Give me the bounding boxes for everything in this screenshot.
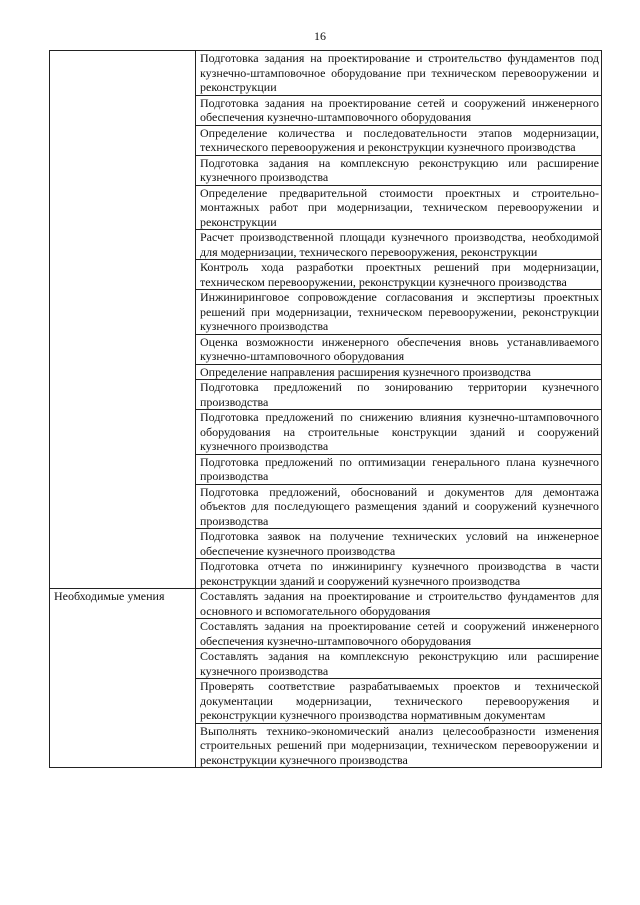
item-cell (196, 380, 602, 410)
page-number: 16 (314, 29, 326, 43)
item-text: Подготовка заявок на получение технических условий на инженерное обеспечение кузнечного производства (200, 529, 599, 558)
item-cell (196, 51, 602, 96)
item-text: Расчет производственной площади кузнечного производства, необходимой для модернизации, технического перевооружения, реконструкции (200, 230, 599, 259)
item-text: Подготовка задания на комплексную реконструкцию или расширение кузнечного производства (200, 155, 599, 184)
section-label-cell (50, 51, 196, 589)
qualification-table-body (50, 51, 602, 768)
item-text: Инжиниринговое сопровождение согласования и экспертизы проектных решений при модернизации, техническом перевооружении, реконструкции кузнечного производства (200, 290, 599, 333)
item-cell (196, 454, 602, 484)
item-text: Подготовка отчета по инжинирингу кузнечного производства в части реконструкции зданий и сооружений кузнечного производства (200, 559, 599, 588)
item-cell (196, 723, 602, 768)
item-text: Подготовка предложений по оптимизации генерального плана кузнечного производства (200, 454, 599, 483)
item-cell (196, 260, 602, 290)
item-text: Определение предварительной стоимости проектных и строительно-монтажных работ при модернизации, техническом перевооружении и реконструкции (200, 185, 599, 229)
item-text: Составлять задания на комплексную реконструкцию или расширение кузнечного производства (200, 649, 599, 678)
item-cell (196, 649, 602, 679)
item-cell (196, 410, 602, 455)
item-cell (196, 125, 602, 155)
table-row (50, 589, 602, 619)
item-cell (196, 589, 602, 619)
item-text: Подготовка предложений, обоснований и документов для демонтажа объектов для последующего размещения зданий и сооружений кузнечного производства (200, 484, 599, 528)
item-text: Составлять задания на проектирование и строительство фундаментов для основного и вспомогательного оборудования (200, 589, 599, 618)
item-text: Составлять задания на проектирование сетей и сооружений инженерного обеспечения кузнечно-штамповочного оборудования (200, 619, 599, 648)
section-label: Необходимые умения (54, 589, 165, 603)
item-cell (196, 364, 602, 380)
item-cell (196, 230, 602, 260)
item-text: Подготовка предложений по снижению влияния кузнечно-штамповочного оборудования на строительные конструкции зданий и сооружений кузнечного производства (200, 410, 599, 453)
item-text: Подготовка задания на проектирование сетей и сооружений инженерного обеспечения кузнечно-штамповочного оборудования (200, 95, 599, 124)
section-label-cell (50, 589, 196, 768)
item-cell (196, 679, 602, 724)
qualification-table (49, 50, 602, 768)
item-text: Оценка возможности инженерного обеспечения вновь устанавливаемого кузнечно-штамповочного оборудования (200, 334, 599, 363)
item-text: Выполнять технико-экономический анализ целесообразности изменения строительных решений при модернизации, техническом перевооружении и реконструкции кузнечного производства (200, 723, 599, 767)
item-cell (196, 290, 602, 335)
item-cell (196, 619, 602, 649)
item-cell (196, 185, 602, 230)
item-text: Контроль хода разработки проектных решений при модернизации, техническом перевооружении, реконструкции кузнечного производства (200, 260, 599, 289)
item-text: Определение количества и последовательности этапов модернизации, технического перевооружения и реконструкции кузнечного производства (200, 125, 599, 154)
table-row (50, 51, 602, 96)
item-cell (196, 559, 602, 589)
item-text: Определение направления расширения кузнечного производства (200, 364, 531, 379)
item-cell (196, 95, 602, 125)
item-text: Проверять соответствие разрабатываемых проектов и технической документации модернизации, технического перевооружения и реконструкции кузнечного производства нормативным документам (200, 679, 599, 722)
item-cell (196, 334, 602, 364)
item-cell (196, 155, 602, 185)
item-cell (196, 529, 602, 559)
item-text: Подготовка предложений по зонированию территории кузнечного производства (200, 380, 599, 409)
item-cell (196, 484, 602, 529)
item-text: Подготовка задания на проектирование и строительство фундаментов под кузнечно-штамповочное оборудование при техническом перевооружении и реконструкции (200, 51, 599, 94)
